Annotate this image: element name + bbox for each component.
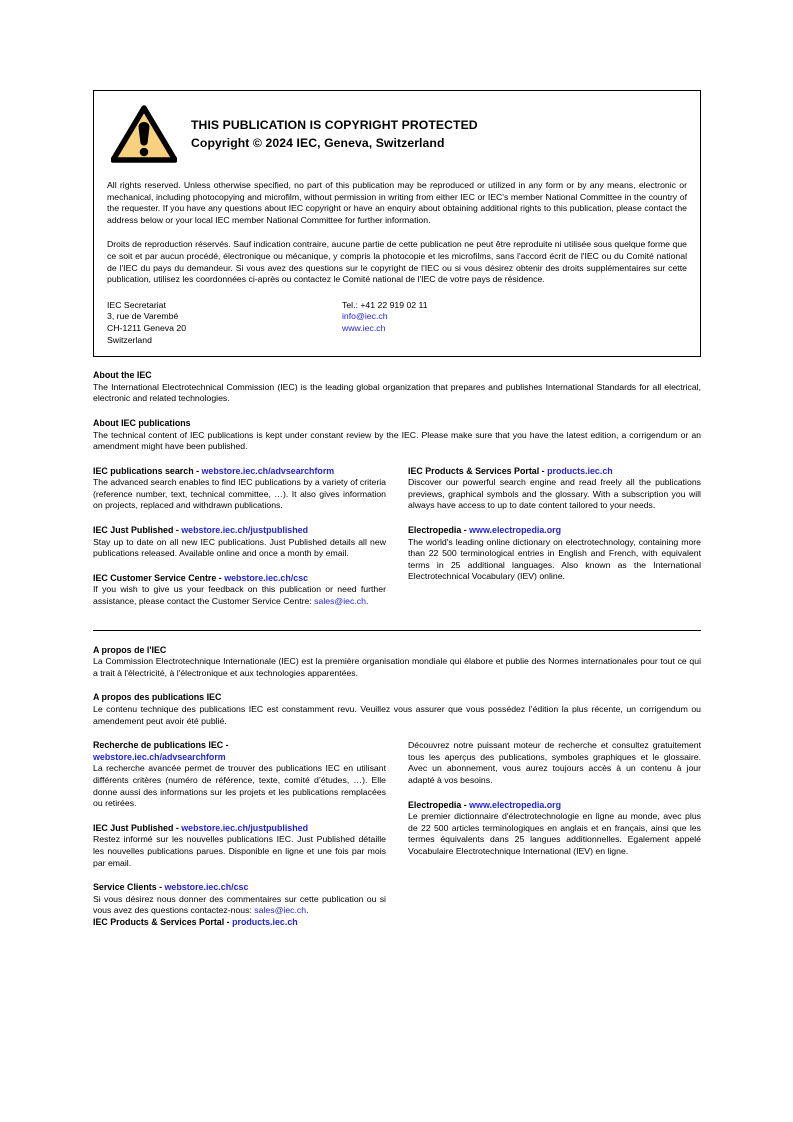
contact-email-link[interactable]: info@iec.ch — [342, 311, 388, 322]
iec-just-published-block — [93, 525, 386, 560]
about-iec-publications-heading: About IEC publications — [93, 417, 191, 428]
iec-products-services-portal-fr-heading — [93, 917, 386, 929]
english-links-columns — [93, 466, 701, 608]
iec-products-services-portal-block — [408, 466, 701, 512]
service-clients-block — [93, 882, 386, 928]
contact-telephone: Tel.: +41 22 919 02 11 — [342, 299, 428, 310]
address-line-4: Switzerland — [107, 334, 152, 345]
heading-label: IEC publications search - — [93, 465, 202, 476]
iec-publications-search-body: The advanced search enables to find IEC publications by a variety of criteria (reference number, text, technical committee, …). It also gives information on projects, replaced and withdrawn publications. — [93, 477, 386, 511]
service-clients-link[interactable]: webstore.iec.ch/csc — [164, 882, 249, 893]
address-line-1: IEC Secretariat — [107, 299, 166, 310]
a-propos-des-publications-body: Le contenu technique des publications IEC est constamment revu. Veuillez vous assurer que vous possédez l’édition la plus récente, un corrigendum ou amendement peut avoir été publié. — [93, 704, 701, 726]
a-propos-de-liec-body: La Commission Electrotechnique Internationale (IEC) est la première organisation mondiale qui élabore et publie des Normes internationales pour tout ce qui a trait à l'électricité, à l'électronique et aux technologies apparentées. — [93, 656, 701, 678]
recherche-publications-body: La recherche avancée permet de trouver des publications IEC en utilisant différents critères (numéro de référence, texte, comité d’études, …). Elle donne aussi des informations sur les projets et les publications remplacées ou retirées. — [93, 763, 386, 809]
sales-email-fr-link[interactable]: sales@iec.ch — [254, 905, 307, 916]
body-text-pre: If you wish to give us your feedback on this publication or need further assistance, please contact the Customer Service Centre: — [93, 584, 386, 607]
address-line-2: 3, rue de Varembé — [107, 311, 179, 322]
iec-just-published-fr-body: Restez informé sur les nouvelles publications IEC. Just Published détaille les nouvelles publications parues. Disponible en ligne et une fois par mois par email. — [93, 834, 386, 868]
portail-produits-services-body-block — [408, 740, 701, 786]
publications-search-link[interactable]: webstore.iec.ch/advsearchform — [201, 465, 335, 476]
recherche-publications-link[interactable]: webstore.iec.ch/advsearchform — [93, 751, 226, 762]
service-clients-heading — [93, 882, 386, 894]
iec-publications-search-heading — [93, 466, 386, 478]
heading-label: Recherche de publications IEC - — [93, 740, 229, 751]
just-published-fr-link[interactable]: webstore.iec.ch/justpublished — [181, 822, 309, 833]
page-content — [93, 90, 701, 929]
a-propos-des-publications-section — [93, 692, 701, 727]
english-right-column — [408, 466, 701, 608]
french-links-columns — [93, 740, 701, 928]
warning-triangle-icon — [111, 105, 177, 163]
copyright-subtitle: Copyright © 2024 IEC, Geneva, Switzerland — [191, 136, 445, 150]
portail-produits-services-body: Découvrez notre puissant moteur de recherche et consultez gratuitement tous les aperçus des publications, symboles graphiques et le glossaire. Avec un abonnement, vous aurez toujours accès à un contenu à jour adapté à vos besoins. — [408, 740, 701, 785]
copyright-notice-box — [93, 90, 701, 357]
recherche-publications-heading — [93, 740, 386, 763]
service-clients-body — [93, 894, 386, 917]
section-spacer — [93, 631, 701, 645]
copyright-paragraph-french: Droits de reproduction réservés. Sauf indication contraire, aucune partie de cette publication ne peut être reproduite ni utilisée sous quelque forme que ce soit et par aucun procédé, électronique ou mécanique, y compris la photocopie et les microfilms, sans l'accord écrit de l'IEC ou du Comité national de l'IEC du pays du demandeur. Si vous avez des questions sur le copyright de l'IEC ou si vous désirez obtenir des droits supplémentaires sur cette publication, utilisez les coordonnées ci-après ou contactez le Comité national de l'IEC de votre pays de résidence. — [107, 239, 687, 285]
electropedia-body: The world's leading online dictionary on electrotechnology, containing more than 22 500 terminological entries in English and French, with equivalent terms in 25 additional languages. Also known as the International Electrotechnical Vocabulary (IEV) online. — [408, 536, 701, 582]
copyright-header — [107, 103, 687, 167]
address-line-3: CH-1211 Geneva 20 — [107, 322, 187, 333]
heading-label: IEC Just Published - — [93, 525, 182, 536]
heading-label: IEC Products & Services Portal - — [93, 916, 233, 927]
about-the-iec-heading: About the IEC — [93, 370, 152, 381]
iec-customer-service-centre-block — [93, 573, 386, 608]
electropedia-heading — [408, 525, 701, 537]
address-contact-column — [342, 300, 687, 346]
body-text-post: . — [306, 905, 309, 916]
about-the-iec-section — [93, 370, 701, 405]
about-iec-publications-section — [93, 418, 701, 453]
a-propos-des-publications-heading: A propos des publications IEC — [93, 692, 222, 703]
a-propos-de-liec-section — [93, 645, 701, 680]
heading-label: IEC Just Published - — [93, 822, 182, 833]
about-the-iec-body: The International Electrotechnical Commission (IEC) is the leading global organization that prepares and publishes International Standards for all electrical, electronic and related technologies. — [93, 381, 701, 404]
electropedia-fr-heading — [408, 800, 701, 812]
iec-publications-search-block — [93, 466, 386, 512]
sales-email-link[interactable]: sales@iec.ch — [314, 596, 366, 607]
heading-label: Electropedia - — [408, 525, 470, 536]
recherche-publications-block — [93, 740, 386, 810]
copyright-paragraph-english: All rights reserved. Unless otherwise specified, no part of this publication may be reproduced or utilized in any form or by any means, electronic or mechanical, including photocopying and microfilm, without permission in writing from either IEC or IEC's member National Committee in the country of the requester. If you have any questions about IEC copyright or have an enquiry about obtaining additional rights to this publication, please contact the address below or your local IEC member National Committee for further information. — [107, 180, 687, 225]
iec-products-services-portal-body: Discover our powerful search engine and read freely all the publications previews, graphical symbols and the glossary. With a subscription you will always have access to up to date content tailored to your needs. — [408, 477, 701, 511]
a-propos-de-liec-heading: A propos de l'IEC — [93, 644, 167, 655]
customer-service-centre-link[interactable]: webstore.iec.ch/csc — [224, 572, 309, 583]
french-right-column — [408, 740, 701, 928]
heading-label: IEC Products & Services Portal - — [408, 465, 548, 476]
about-iec-publications-body: The technical content of IEC publications is kept under constant review by the IEC. Please make sure that you have the latest edition, a corrigendum or an amendment might have been published. — [93, 429, 701, 452]
english-left-column — [93, 466, 386, 608]
heading-label: IEC Customer Service Centre - — [93, 572, 225, 583]
electropedia-fr-body: Le premier dictionnaire d'électrotechnologie en ligne au monde, avec plus de 22 500 articles terminologiques en anglais et en français, ainsi que les termes équivalents dans 25 langues additionnelles. Egalement appelé Vocabulaire Electrotechnique International (IEV) en ligne. — [408, 811, 701, 856]
copyright-title-group — [191, 118, 478, 150]
heading-label: Electropedia - — [408, 799, 470, 810]
body-text-post: . — [365, 596, 369, 607]
electropedia-link[interactable]: www.electropedia.org — [469, 525, 562, 536]
iec-just-published-fr-block — [93, 823, 386, 869]
products-portal-link[interactable]: products.iec.ch — [547, 465, 613, 476]
electropedia-fr-block — [408, 800, 701, 858]
body-text-pre: Si vous désirez nous donner des commentaires sur cette publication ou si vous avez des questions contactez-nous: — [93, 893, 386, 916]
iec-just-published-heading — [93, 525, 386, 537]
electropedia-fr-link[interactable]: www.electropedia.org — [469, 799, 562, 810]
contact-website-link[interactable]: www.iec.ch — [342, 322, 386, 333]
iec-products-services-portal-heading — [408, 466, 701, 478]
iec-just-published-body: Stay up to date on all new IEC publications. Just Published details all new publications released. Available online and once a month by email. — [93, 536, 386, 559]
iec-customer-service-centre-heading — [93, 573, 386, 585]
products-portal-fr-link[interactable]: products.iec.ch — [232, 916, 298, 927]
copyright-title: THIS PUBLICATION IS COPYRIGHT PROTECTED — [191, 118, 478, 132]
electropedia-block — [408, 525, 701, 583]
heading-label: Service Clients - — [93, 882, 165, 893]
address-postal-column — [107, 300, 342, 346]
iec-just-published-fr-heading — [93, 823, 386, 835]
iec-address-block — [107, 300, 687, 346]
iec-customer-service-centre-body — [93, 584, 386, 607]
french-left-column — [93, 740, 386, 928]
just-published-link[interactable]: webstore.iec.ch/justpublished — [181, 525, 309, 536]
